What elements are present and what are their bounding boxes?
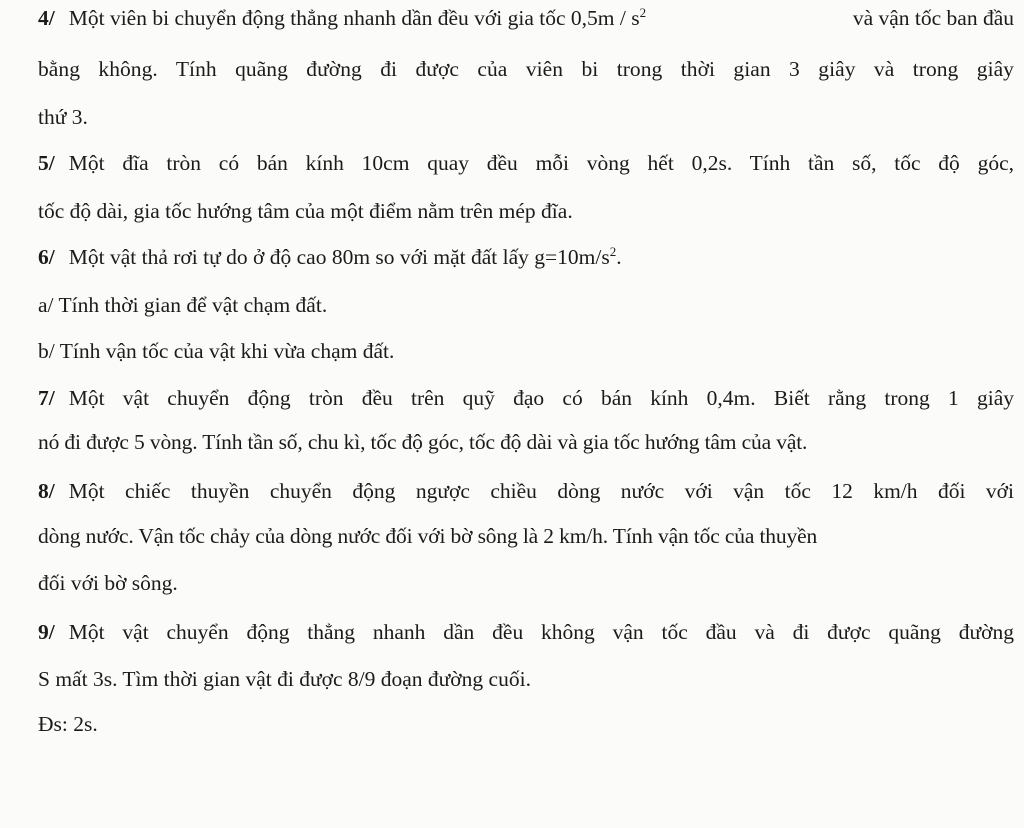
problem-6-part-a: a/ Tính thời gian để vật chạm đất. [38, 293, 328, 317]
problem-5-line-2: tốc độ dài, gia tốc hướng tâm của một điểm nằm trên mép đĩa. [38, 199, 573, 223]
problem-9-line-1 [38, 620, 1014, 644]
problem-5-number: 5/ [38, 151, 55, 175]
problem-4-accel [571, 6, 646, 30]
accel-value: 0,5m / s [570, 6, 640, 30]
problem-7-number: 7/ [38, 386, 55, 410]
problem-4-text: Một viên bi chuyển động thẳng nhanh dần đều với gia tốc [68, 6, 566, 30]
problem-7-text: Một vật chuyển động tròn đều trên quỹ đạo có bán kính 0,4m. Biết rằng trong 1 giây [68, 386, 1014, 410]
problem-4-line-1 [38, 6, 1014, 30]
problem-6-number: 6/ [38, 245, 55, 269]
problem-6-text: Một vật thả rơi tự do ở độ cao 80m so với mặt đất lấy g=10m/s [68, 245, 610, 269]
problem-9-answer: Đs: 2s. [38, 712, 98, 736]
problem-6-part-b: b/ Tính vận tốc của vật khi vừa chạm đất. [38, 339, 395, 363]
problem-8-line-2: dòng nước. Vận tốc chảy của dòng nước đối với bờ sông là 2 km/h. Tính vận tốc của thuyền [38, 524, 818, 548]
problem-6-exponent: 2 [609, 243, 617, 259]
problem-8-line-1 [38, 479, 1014, 503]
problem-8-line-3: đối với bờ sông. [38, 571, 178, 595]
problem-5-text: Một đĩa tròn có bán kính 10cm quay đều mỗi vòng hết 0,2s. Tính tần số, tốc độ góc, [68, 151, 1014, 175]
problem-7-line-2: nó đi được 5 vòng. Tính tần số, chu kì, tốc độ góc, tốc độ dài và gia tốc hướng tâm của vật. [38, 430, 808, 454]
problem-9-number: 9/ [38, 620, 55, 644]
problem-5-line-1 [38, 151, 1014, 175]
problem-6-line-1 [38, 245, 1014, 269]
problem-4-line-2: bằng không. Tính quãng đường đi được của viên bi trong thời gian 3 giây và trong giây [38, 57, 1014, 81]
problem-9-text: Một vật chuyển động thẳng nhanh dần đều không vận tốc đầu và đi được quãng đường [68, 620, 1014, 644]
problem-4-number: 4/ [38, 6, 55, 30]
problem-7-line-1 [38, 386, 1014, 410]
problem-4-text-end: và vận tốc ban đầu [852, 6, 1014, 30]
accel-exponent: 2 [639, 4, 647, 20]
problem-8-text: Một chiếc thuyền chuyển động ngược chiều dòng nước với vận tốc 12 km/h đối với [68, 479, 1014, 503]
problem-6-text-end: . [616, 245, 622, 269]
problem-8-number: 8/ [38, 479, 55, 503]
problem-4-line-3: thứ 3. [38, 105, 88, 129]
problem-9-line-2: S mất 3s. Tìm thời gian vật đi được 8/9 đoạn đường cuối. [38, 667, 531, 691]
